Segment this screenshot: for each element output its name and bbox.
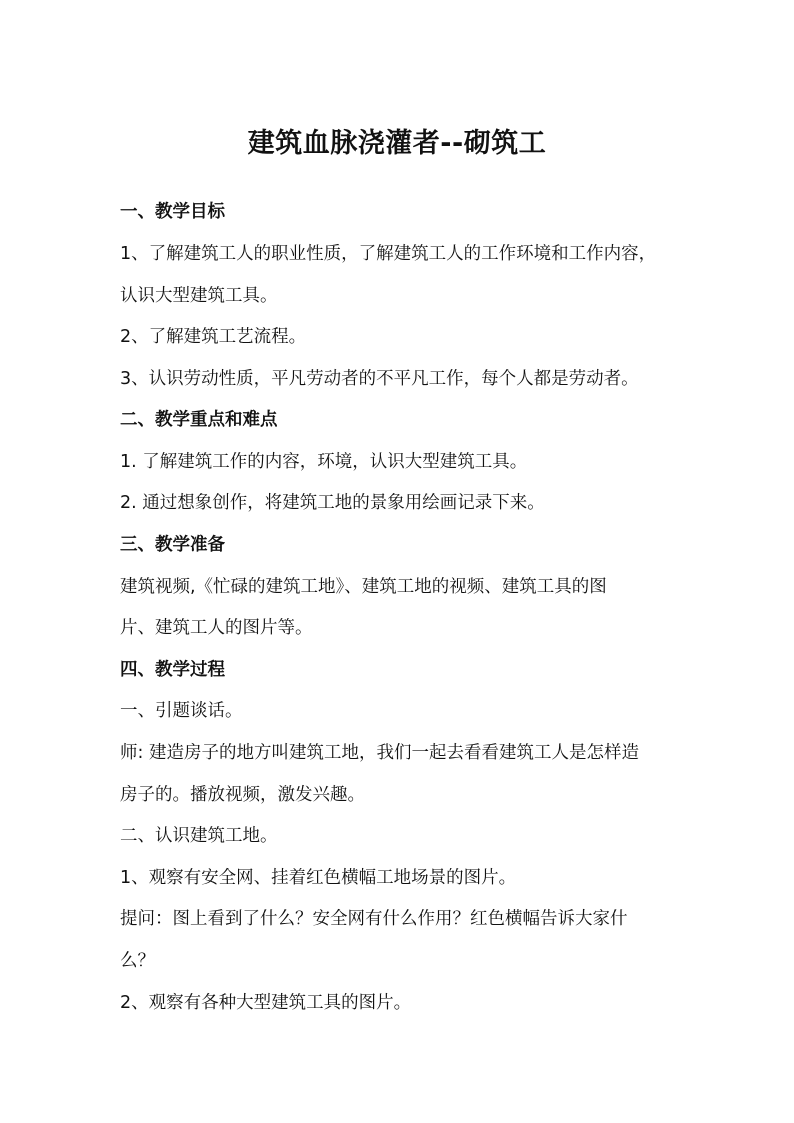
paragraph-line: 房子的。播放视频，激发兴趣。	[120, 785, 365, 805]
section-heading-process: 四、教学过程	[120, 660, 225, 680]
paragraph-line: 2. 通过想象创作，将建筑工地的景象用绘画记录下来。	[120, 493, 545, 513]
paragraph-line: 1. 了解建筑工作的内容，环境，认识大型建筑工具。	[120, 452, 528, 472]
section-heading-preparation: 三、教学准备	[120, 535, 225, 555]
paragraph-line: 么？	[120, 951, 155, 971]
paragraph-line: 师: 建造房子的地方叫建筑工地，我们一起去看看建筑工人是怎样造	[120, 743, 639, 763]
paragraph-line: 建筑视频,《忙碌的建筑工地》、建筑工地的视频、建筑工具的图	[120, 577, 607, 597]
paragraph-line: 一、引题谈话。	[120, 701, 243, 721]
paragraph-line: 2、了解建筑工艺流程。	[120, 327, 307, 347]
section-heading-objectives: 一、教学目标	[120, 202, 225, 222]
paragraph-line: 提问：图上看到了什么？安全网有什么作用？红色横幅告诉大家什	[120, 909, 628, 929]
paragraph-line: 二、认识建筑工地。	[120, 826, 278, 846]
paragraph-line: 3、认识劳动性质，平凡劳动者的不平凡工作，每个人都是劳动者。	[120, 369, 639, 389]
paragraph-line: 1、观察有安全网、挂着红色横幅工地场景的图片。	[120, 868, 517, 888]
paragraph-line: 2、观察有各种大型建筑工具的图片。	[120, 993, 412, 1013]
section-heading-key-points: 二、教学重点和难点	[120, 410, 278, 430]
paragraph-line: 片、建筑工人的图片等。	[120, 618, 313, 638]
document-title: 建筑血脉浇灌者--砌筑工	[247, 128, 547, 159]
paragraph-line: 认识大型建筑工具。	[120, 286, 278, 306]
paragraph-line: 1、了解建筑工人的职业性质，了解建筑工人的工作环境和工作内容，	[120, 244, 657, 264]
